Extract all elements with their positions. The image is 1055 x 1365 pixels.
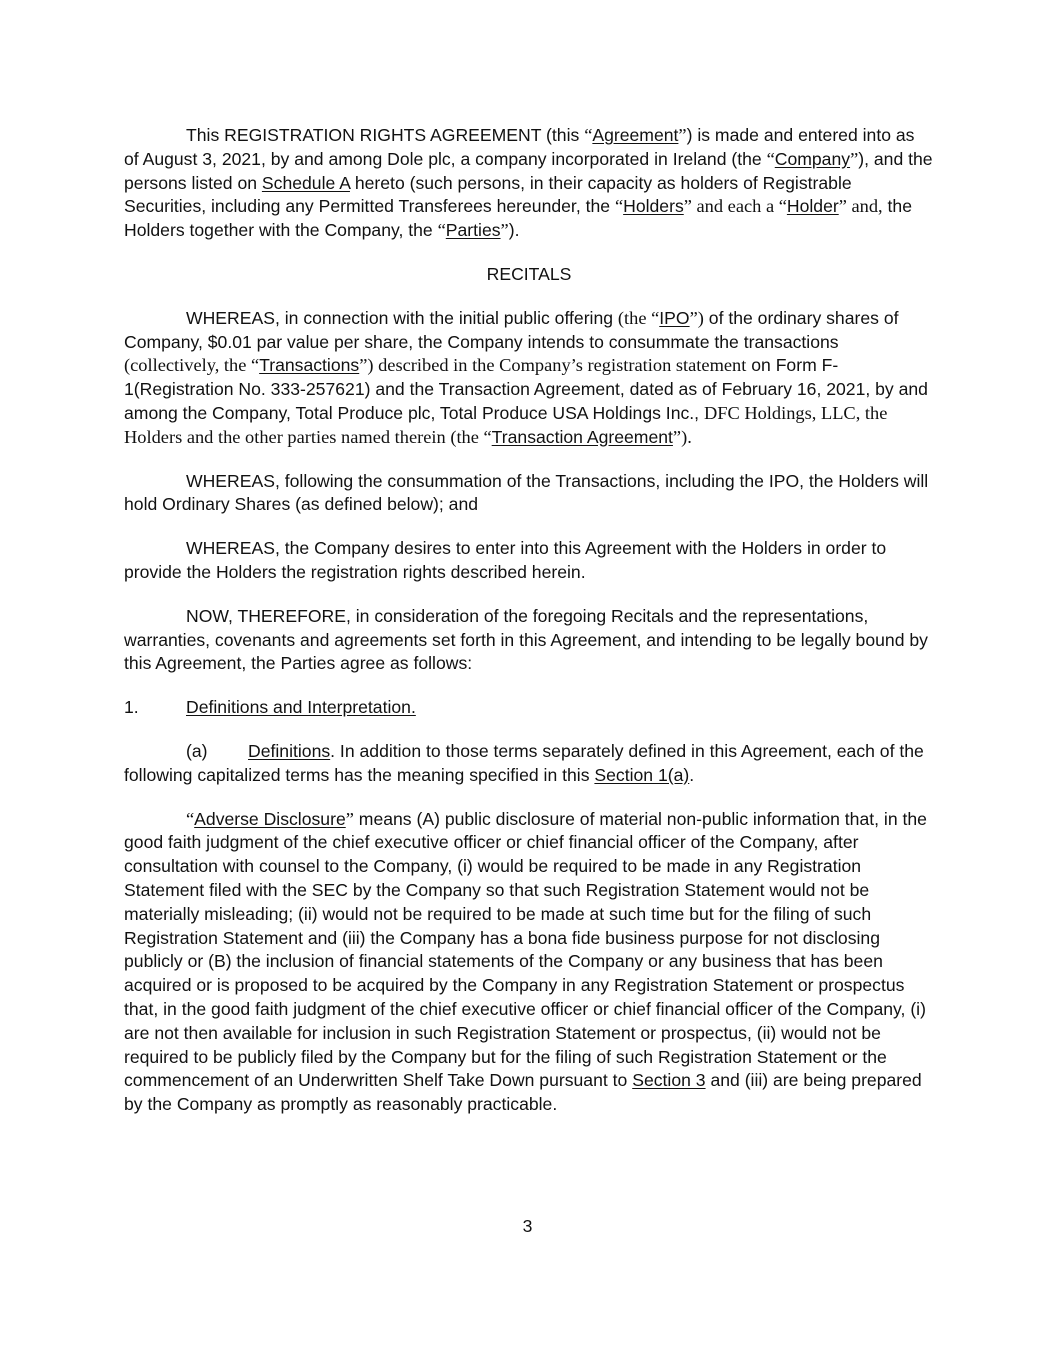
whereas-paragraph-1 [124, 307, 934, 450]
defined-term-transaction-agreement: Transaction Agreement [491, 426, 673, 447]
quote-mark: ” [683, 196, 692, 217]
section-title: Definitions and Interpretation. [186, 697, 416, 718]
whereas-text: WHEREAS, in connection with the initial public offering [186, 307, 618, 328]
whereas-text: on Form F-1(Registration No. 333-257621) and the Transaction Agreement, dated as of February 16, 2021, by and among the Company, Total Produce plc, Total Produce USA Holdings Inc., [124, 355, 928, 423]
defined-term-company: Company [774, 148, 851, 169]
section-1-heading [124, 696, 934, 720]
definitions-text: . In addition to those terms separately defined in this Agreement, each of the following capitalized terms has the meaning specified in this [124, 740, 924, 785]
quote-mark: ” and, [838, 196, 883, 217]
quote-mark: “ [614, 196, 624, 217]
whereas-text: of the ordinary shares of Company, $0.01 par value per share, the Company intends to consummate the transactions [124, 307, 899, 352]
defined-term-agreement: Agreement [592, 125, 679, 145]
subsection-title: Definitions [248, 740, 331, 761]
page-number: 3 [522, 1216, 533, 1236]
quote-mark: “ [766, 148, 775, 169]
whereas-text: (collectively, the “ [124, 355, 260, 376]
recitals-heading: RECITALS [486, 263, 572, 284]
adverse-disclosure-paragraph [124, 808, 934, 1117]
definitions-text: . [689, 764, 695, 785]
whereas-text: (the “ [617, 307, 660, 328]
intro-paragraph [124, 124, 934, 243]
section-number: 1. [124, 697, 139, 718]
intro-text: ) is made and entered into as of August 3, 2021, by and among Dole plc, a company incorporated in Ireland (the [124, 125, 915, 169]
now-therefore-paragraph: NOW, THEREFORE, in consideration of the foregoing Recitals and the representations, warranties, covenants and agreements set forth in this Agreement, and intending to be legally bound by this Agreement, the Parties agree as follows: [124, 605, 928, 674]
schedule-a-reference: Schedule A [261, 172, 350, 193]
intro-text: This REGISTRATION RIGHTS AGREEMENT (this [186, 125, 585, 145]
definitions-paragraph [124, 740, 934, 788]
defined-term-parties: Parties [445, 220, 501, 241]
whereas-text: ”) [689, 307, 704, 328]
quote-mark: “ [778, 196, 787, 217]
quote-mark: ” [345, 808, 354, 829]
intro-text: ), and the persons listed on [124, 148, 933, 193]
section-3-reference: Section 3 [632, 1070, 706, 1091]
defined-term-transactions: Transactions [259, 355, 360, 376]
quote-mark: “ [437, 220, 446, 241]
quote-mark: “ [584, 125, 593, 145]
quote-mark: “ [186, 808, 195, 829]
adverse-text: means (A) public disclosure of material non-public information that, in the good faith judgment of the chief executive officer or chief financial officer of the Company, after consultation with counsel to the Company, (i) would be required to be made in any Registration Statement filed with the SEC by the Company so that such Registration Statement would not be materially misleading; (ii) would not be required to be made at such time but for the filing of such Registration Statement and (iii) the Company has a bona fide business purpose for not disclosing publicly or (B) the inclusion of financial statements of the Company or any business that has been acquired or is proposed to be acquired by the Company in any Registration Statement or prospectus that, in the good faith judgment of the chief executive officer or chief financial officer of the Company, (i) are not then available for inclusion in such Registration Statement or prospectus, (ii) would not be required to be publicly filed by the Company but for the filing of such Registration Statement or the commencement of an Underwritten Shelf Take Down pursuant to [124, 808, 927, 1091]
quote-mark: ” [500, 220, 509, 241]
intro-text: the Holders together with the Company, the [124, 196, 912, 241]
whereas-paragraph-2: WHEREAS, following the consummation of the Transactions, including the IPO, the Holders will hold Ordinary Shares (as defined below); and [124, 470, 929, 515]
document-page [124, 124, 934, 1137]
subsection-label: (a) [186, 740, 208, 761]
whereas-paragraph-3: WHEREAS, the Company desires to enter into this Agreement with the Holders in order to provide the Holders the registration rights described herein. [124, 538, 887, 582]
whereas-text: DFC Holdings, LLC, the Holders and the other parties named therein (the “ [124, 402, 888, 447]
quote-mark: ” [850, 148, 859, 169]
defined-term-adverse-disclosure: Adverse Disclosure [194, 808, 346, 829]
defined-term-holder: Holder [786, 196, 839, 217]
intro-text: and each a [691, 196, 779, 217]
quote-mark: ” [678, 125, 687, 145]
defined-term-ipo: IPO [659, 307, 690, 328]
whereas-text: ”). [672, 426, 692, 447]
section-1a-reference: Section 1(a) [594, 764, 690, 785]
whereas-text: ”) described in the Company’s registration statement [359, 355, 747, 376]
intro-text: hereto (such persons, in their capacity as holders of Registrable Securities, including any Permitted Transferees hereunder, the [124, 172, 852, 217]
intro-text: ). [508, 220, 520, 241]
defined-term-holders: Holders [623, 196, 684, 217]
adverse-text: and (iii) are being prepared by the Company as promptly as reasonably practicable. [124, 1070, 922, 1115]
